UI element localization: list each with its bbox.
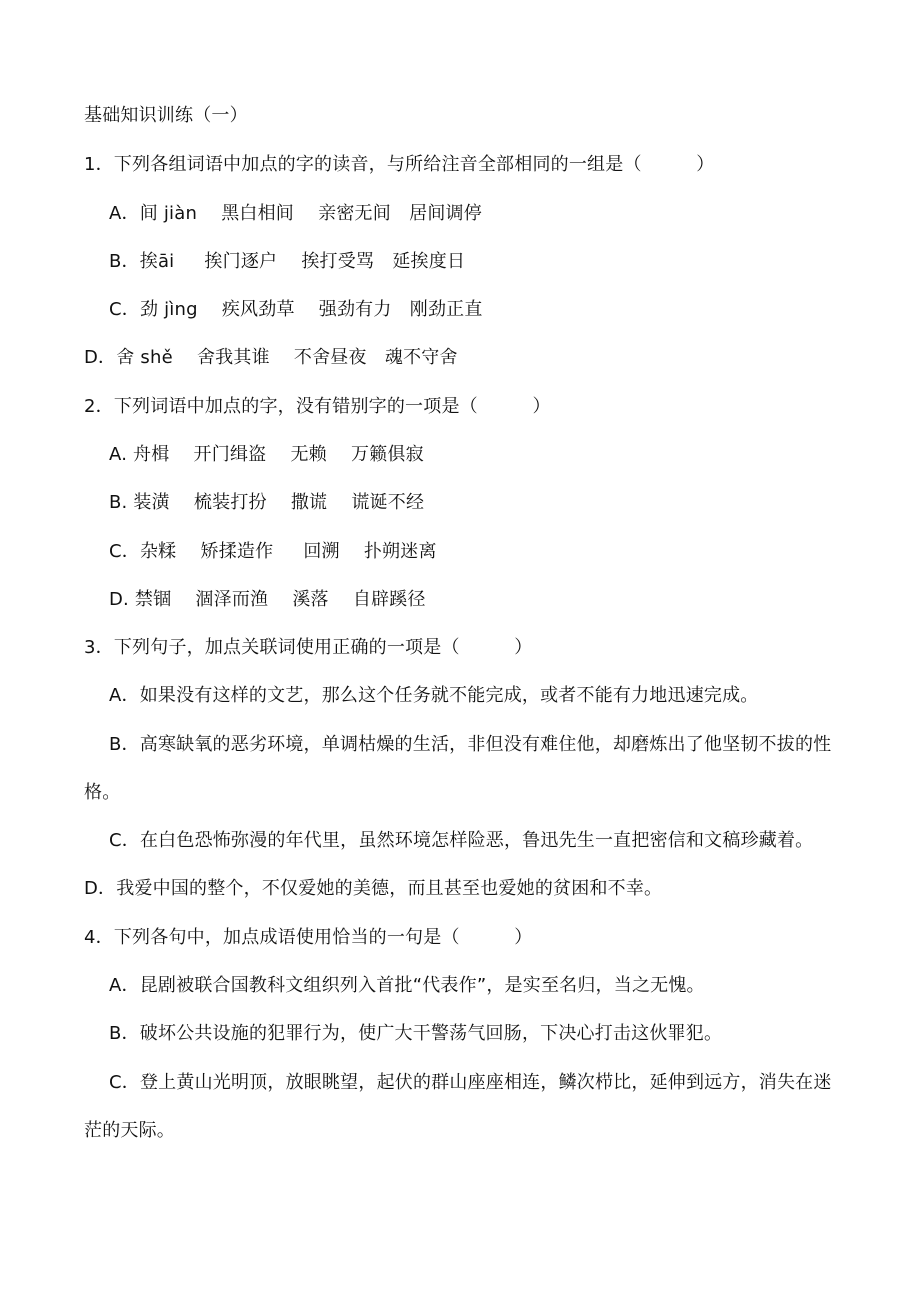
question-2-option-c: C．杂糅 矫揉造作 回溯 扑朔迷离 <box>109 541 437 562</box>
question-3-stem: 3．下列句子，加点关联词使用正确的一项是（ ） <box>84 637 533 658</box>
question-4-option-c: C．登上黄山光明顶，放眼眺望，起伏的群山座座相连，鳞次栉比，延伸到远方，消失在迷 <box>109 1072 832 1093</box>
document-title: 基础知识训练（一） <box>84 105 248 126</box>
question-3-option-b: B．高寒缺氧的恶劣环境，单调枯燥的生活，非但没有难住他，却磨炼出了他坚韧不拔的性 <box>109 734 832 755</box>
question-1-stem: 1．下列各组词语中加点的字的读音，与所给注音全部相同的一组是（ ） <box>84 154 715 175</box>
question-1-option-c: C．劲 jìng 疾风劲草 强劲有力 刚劲正直 <box>109 299 483 320</box>
question-2-stem: 2．下列词语中加点的字，没有错别字的一项是（ ） <box>84 396 551 417</box>
question-4-option-a: A．昆剧被联合国教科文组织列入首批“代表作”，是实至名归，当之无愧。 <box>109 975 705 996</box>
question-1-option-b: B．挨āi 挨门逐户 挨打受骂 延挨度日 <box>109 251 466 272</box>
question-1-option-d: D．舍 shě 舍我其谁 不舍昼夜 魂不守舍 <box>84 347 458 368</box>
question-4-option-c-continued: 茫的天际。 <box>84 1120 175 1141</box>
question-2-option-b: B. 装潢 梳装打扮 撒谎 谎诞不经 <box>109 492 425 513</box>
question-4-stem: 4．下列各句中，加点成语使用恰当的一句是（ ） <box>84 927 533 948</box>
question-2-option-d: D. 禁锢 涸泽而渔 溪落 自辟蹊径 <box>109 589 426 610</box>
question-3-option-b-continued: 格。 <box>84 782 121 803</box>
question-3-option-a: A．如果没有这样的文艺，那么这个任务就不能完成，或者不能有力地迅速完成。 <box>109 685 759 706</box>
question-2-option-a: A. 舟楫 开门缉盗 无赖 万籁俱寂 <box>109 444 424 465</box>
question-1-option-a: A．间 jiàn 黑白相间 亲密无间 居间调停 <box>109 203 482 224</box>
question-3-option-c: C．在白色恐怖弥漫的年代里，虽然环境怎样险恶，鲁迅先生一直把密信和文稿珍藏着。 <box>109 830 814 851</box>
question-3-option-d: D．我爱中国的整个，不仅爱她的美德，而且甚至也爱她的贫困和不幸。 <box>84 878 663 899</box>
question-4-option-b: B．破坏公共设施的犯罪行为，使广大干警荡气回肠，下决心打击这伙罪犯。 <box>109 1023 723 1044</box>
